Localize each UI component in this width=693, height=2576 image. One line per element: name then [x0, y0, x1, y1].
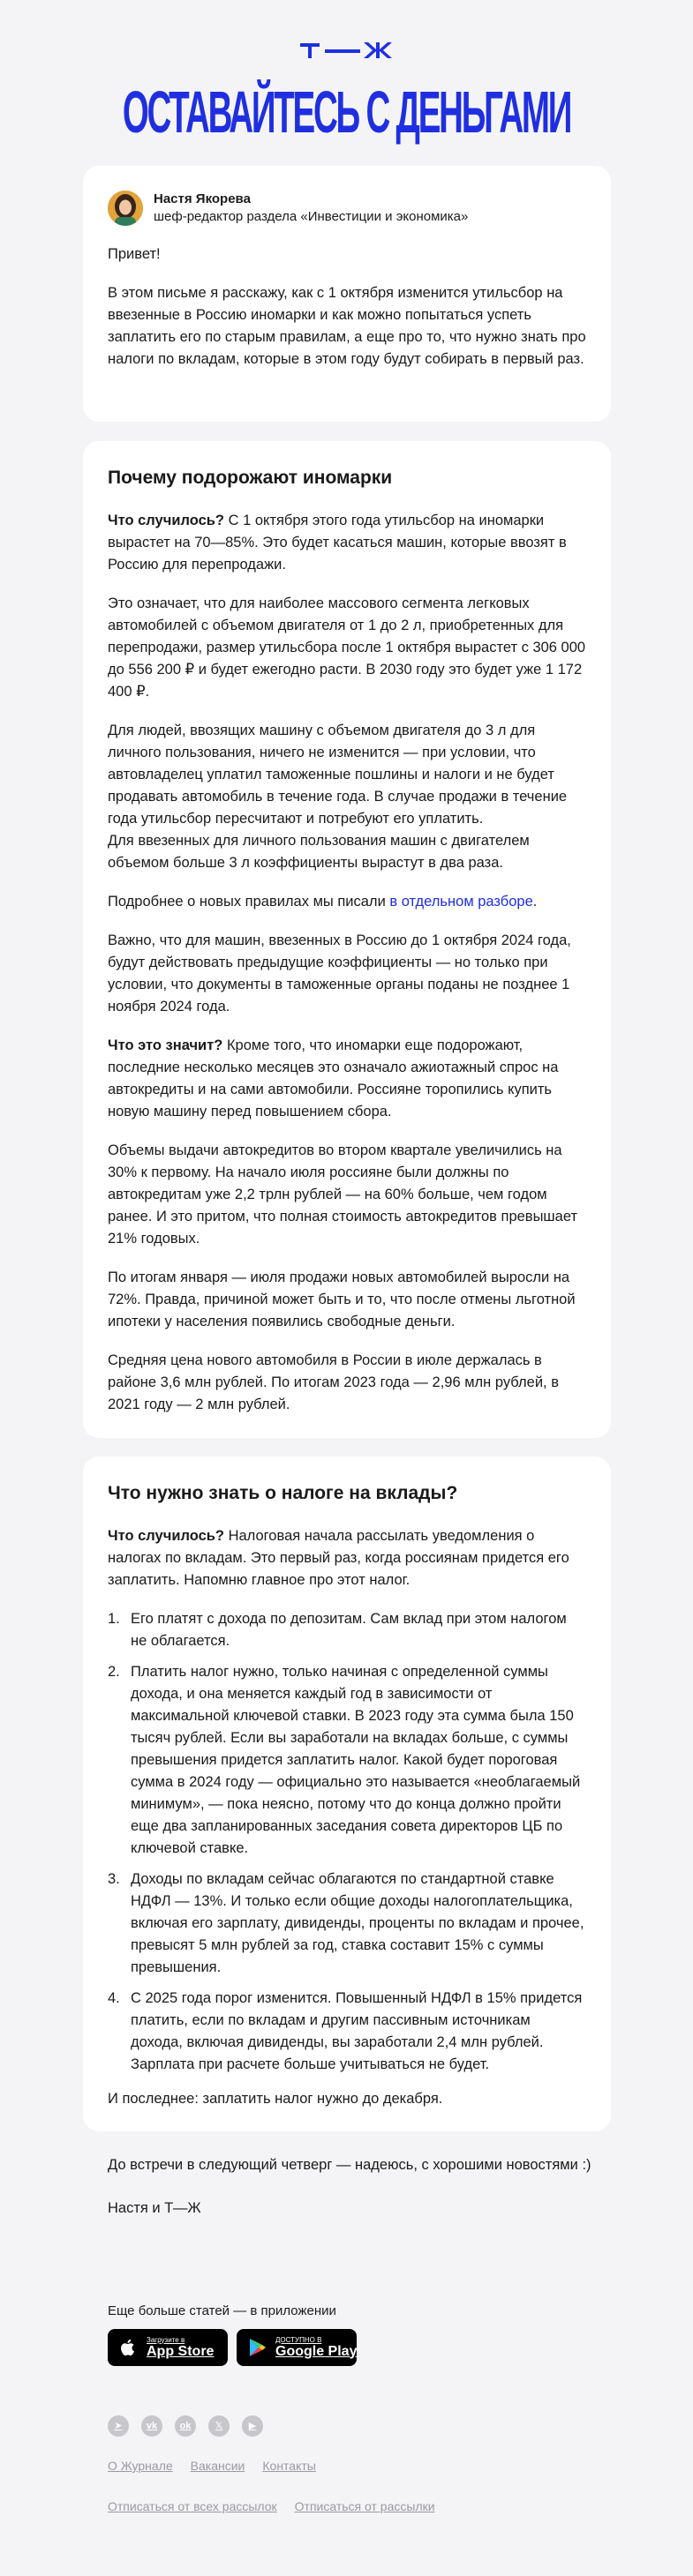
about-link[interactable]: О Журнале — [108, 2459, 173, 2473]
paragraph: И последнее: заплатить налог нужно до декабря. — [108, 2091, 443, 2107]
list-item — [108, 1661, 586, 1860]
paragraph-text: Подробнее о новых правилах мы писали — [108, 894, 390, 910]
x-icon[interactable]: 𝕏 — [208, 2415, 230, 2437]
paragraph: Средняя цена нового автомобиля в России в июле держалась в районе 3,6 млн рублей. По итогам 2023 года — 2,96 млн рублей, в 2021 году — 2 млн рублей. — [108, 1352, 559, 1412]
unsubscribe-link[interactable]: Отписаться от рассылки — [294, 2499, 435, 2513]
paragraph-text: С 1 октября этого года утильсбор на иномарки вырастет на 70—85%. Это будет касаться машин, которые ввозят в Россию для перепродажи. — [108, 513, 567, 573]
deposit-tax-section-card — [83, 1456, 611, 2131]
paragraph: Это означает, что для наиболее массового сегмента легковых автомобилей с объемом двигателя от 1 до 2 л, приобретенных для перепродажи, размер утильсбора после 1 октября вырастет с 306 000 до 556 200 ₽ и будет ежегодно расти. В 2030 году это будет уже 1 172 400 ₽. — [108, 595, 586, 700]
youtube-icon[interactable]: ▶ — [242, 2415, 263, 2437]
vk-icon[interactable]: vk — [141, 2415, 162, 2437]
paragraph — [108, 891, 586, 913]
apple-icon — [117, 2336, 139, 2359]
section-title: Что нужно знать о налоге на вклады? — [108, 1483, 458, 1503]
list-item-text: Доходы по вкладам сейчас облагаются по стандартной ставке НДФЛ — 13%. И только если общие доходы налогоплательщика, включая его зарплату, дивиденды, проценты по вкладам и прочее, превысят 5 млн рублей за год, ставка составит 15% с суммы превышения. — [131, 1871, 584, 1975]
app-store-button[interactable] — [108, 2329, 228, 2366]
author-avatar — [108, 191, 143, 226]
greeting: Привет! — [108, 246, 161, 262]
list-item — [108, 1988, 586, 2076]
outro — [108, 2154, 602, 2241]
author-block — [108, 191, 586, 226]
paragraph: По итогам января — июля продажи новых автомобилей выросли на 72%. Правда, причиной может быть и то, что после отмены льготной ипотеки у населения появились свободные деньги. — [108, 1269, 576, 1329]
closing-text: До встречи в следующий четверг — надеюсь, с хорошими новостями :) — [108, 2157, 591, 2173]
paragraph — [108, 720, 586, 874]
tax-facts-list — [108, 1608, 586, 2076]
list-number: 3. — [108, 1871, 120, 1887]
author-name: Настя Якорева — [154, 191, 251, 206]
list-item — [108, 1868, 586, 1979]
unsubscribe-links — [108, 2498, 435, 2514]
unsubscribe-all-link[interactable]: Отписаться от всех рассылок — [108, 2499, 277, 2513]
list-item-text: С 2025 года порог изменится. Повышенный НДФЛ в 15% придется платить, если по вкладам и другим пассивным источникам дохода, включая дивиденды, вы заработали 2,4 млн рублей. Зарплата при расчете больше учитываться не будет. — [131, 1990, 583, 2072]
lead-in: Что случилось? — [108, 513, 224, 528]
list-item-text: Платить налог нужно, только начиная с определенной суммы дохода, и она меняется каждый год в зависимости от максимальной ключевой ставки. В 2023 году эта сумма была 150 тысяч рублей. Если вы заработали на вкладах больше, с суммы превышения придется заплатить налог. Какой будет пороговая сумма в 2024 году — официально это называется «необлагаемый минимум», — пока неясно, потому что до конца должно пройти еще два запланированных заседания совета директоров ЦБ по ключевой ставке. — [131, 1664, 581, 1856]
telegram-icon[interactable]: ➤ — [108, 2415, 129, 2437]
contacts-link[interactable]: Контакты — [262, 2459, 316, 2473]
paragraph — [108, 1035, 586, 1123]
social-links — [108, 2415, 263, 2437]
tzh-logo-icon — [298, 0, 395, 60]
store-badge-name: Google Play — [275, 2343, 358, 2359]
paragraph-text: Налоговая начала рассылать уведомления о налогах по вкладам. Это первый раз, когда россиянам придется его заплатить. Напомню главное про этот налог. — [108, 1528, 569, 1588]
paragraph: Важно, что для машин, ввезенных в Россию до 1 октября 2024 года, будут действовать предыдущие коэффициенты — но только при условии, что документы в таможенные органы поданы не позднее 1 ноября 2024 года. — [108, 932, 571, 1015]
paragraph — [108, 1525, 586, 1591]
author-role: шеф-редактор раздела «Инвестиции и экономика» — [154, 209, 469, 224]
paragraph — [108, 510, 586, 576]
cars-section-card — [83, 441, 611, 1438]
odnoklassniki-icon[interactable]: ok — [175, 2415, 196, 2437]
intro-text: В этом письме я расскажу, как с 1 октября изменится утильсбор на ввезенные в Россию иномарки и как можно попытаться успеть заплатить его по старым правилам, а еще про то, что нужно знать про налоги по вкладам, которые в этом году будут собирать в первый раз. — [108, 285, 586, 367]
jobs-link[interactable]: Вакансии — [190, 2459, 245, 2473]
author-photo-icon — [108, 191, 143, 226]
footer-links — [108, 2458, 316, 2474]
signature: Настя и Т—Ж — [108, 2200, 201, 2216]
list-number: 2. — [108, 1664, 120, 1680]
store-badge-caption: Загрузите в — [147, 2335, 185, 2344]
section-title: Почему подорожают иномарки — [108, 468, 393, 488]
paragraph-text: Для людей, ввозящих машину с объемом двигателя до 3 л для личного пользования, ничего не изменится — при условии, что автовладелец уплатил таможенные пошлины и налоги и не будет продавать автомобиль в течение года. В случае продажи в течение года утильсбор пересчитают и потребуют его уплатить. — [108, 723, 568, 827]
list-number: 1. — [108, 1611, 120, 1627]
store-badge-caption: ДОСТУПНО В — [275, 2335, 322, 2344]
article-link[interactable]: в отдельном разборе — [389, 894, 533, 910]
store-badges — [108, 2329, 357, 2366]
paragraph-text: . — [532, 894, 538, 910]
google-play-button[interactable] — [237, 2329, 357, 2366]
app-promo — [108, 2303, 357, 2366]
list-item-text: Его платят с дохода по депозитам. Сам вклад при этом налогом не облагается. — [131, 1611, 567, 1649]
store-badge-name: App Store — [147, 2343, 215, 2359]
lead-in: Что это значит? — [108, 1037, 223, 1053]
app-promo-title: Еще больше статей — в приложении — [108, 2303, 336, 2318]
list-item — [108, 1608, 586, 1652]
newsletter-headline: ОСТАВАЙТЕСЬ С ДЕНЬГАМИ — [122, 80, 571, 146]
list-number: 4. — [108, 1990, 120, 2006]
google-play-icon — [245, 2336, 268, 2359]
lead-in: Что случилось? — [108, 1528, 224, 1544]
paragraph-text: Кроме того, что иномарки еще подорожают, последние несколько месяцев это означало ажиотажный спрос на автокредиты и на сами автомобили. Россияне торопились купить новую машину перед повышением сбора. — [108, 1037, 559, 1120]
paragraph: Объемы выдачи автокредитов во втором квартале увеличились на 30% к первому. На начало июля россияне были должны по автокредитам уже 2,2 трлн рублей — на 60% больше, чем годом ранее. И это притом, что полная стоимость автокредитов превышает 21% годовых. — [108, 1142, 578, 1247]
email-header — [0, 0, 693, 146]
intro-card — [83, 166, 611, 422]
paragraph-text: Для ввезенных для личного пользования машин с двигателем объемом больше 3 л коэффициенты вырастут в два раза. — [108, 833, 530, 871]
